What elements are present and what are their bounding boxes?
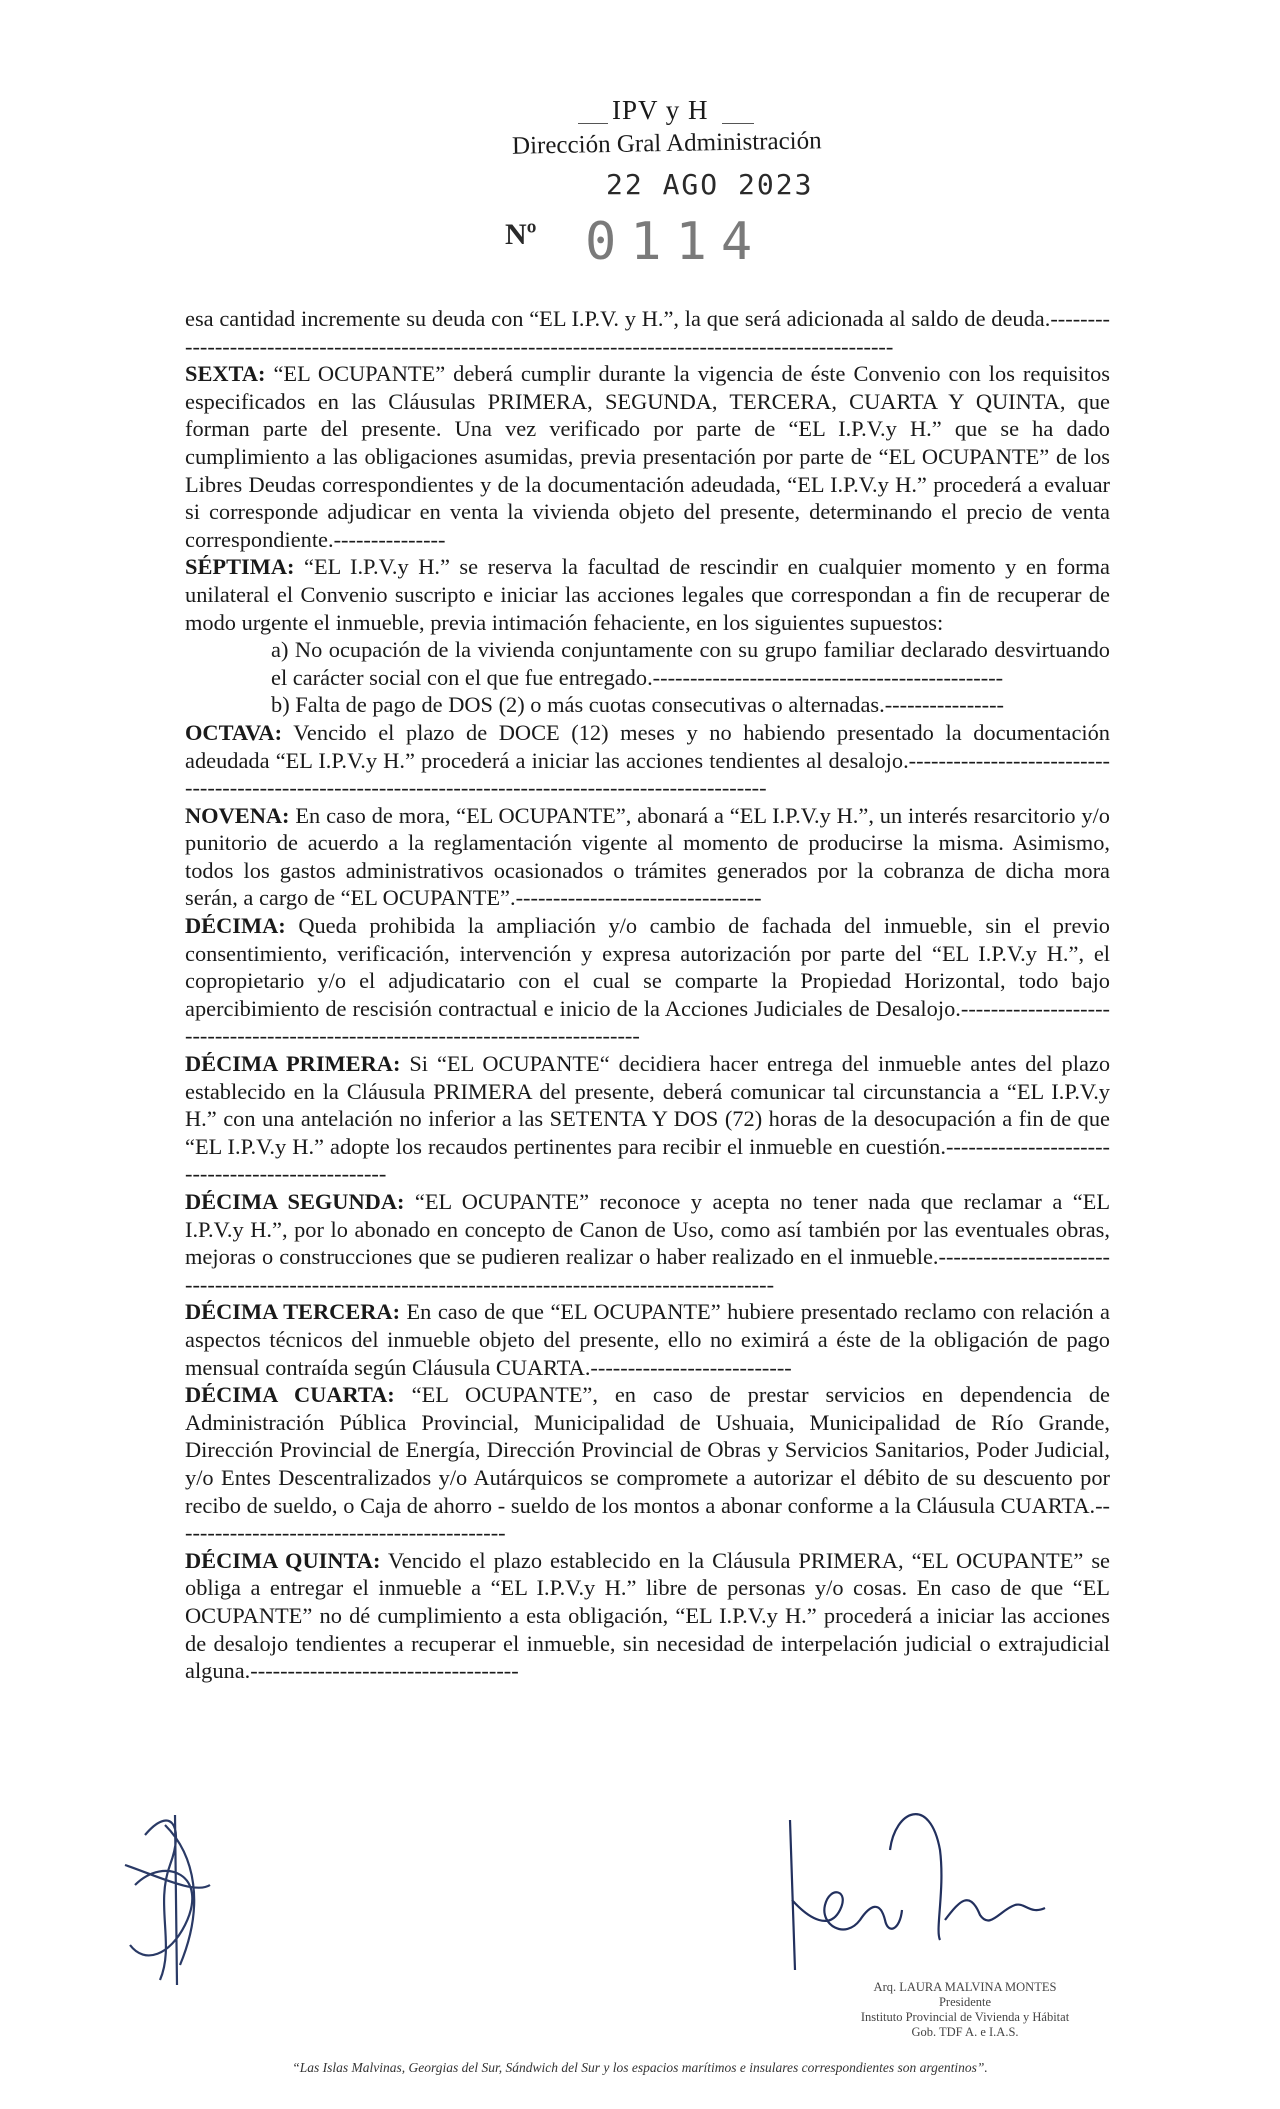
- clause-text: En caso de que “EL OCUPANTE” hubiere presentado reclamo con relación a aspectos técnicos del inmueble objeto del presente, ello no eximirá a éste de la obligación de pago mensual contraída según Cláusula CUARTA.---------------------------: [185, 1299, 1110, 1380]
- clause-paragraph: [185, 691, 1110, 719]
- clause-heading: DÉCIMA PRIMERA:: [185, 1051, 401, 1077]
- clause-heading: DÉCIMA CUARTA:: [185, 1382, 395, 1408]
- clause-heading: DÉCIMA QUINTA:: [185, 1547, 381, 1573]
- footer-legend: “Las Islas Malvinas, Georgias del Sur, Sándwich del Sur y los espacios marítimos e insulares correspondientes son argentinos”.: [292, 2060, 988, 2075]
- president-signature: [770, 1790, 1060, 1985]
- clause-text: “EL I.P.V.y H.” se reserva la facultad de rescindir en cualquier momento y en forma unilateral el Convenio suscripto e iniciar las acciones legales que correspondan a fin de recuperar de modo urgente el inmueble, previa intimación fehaciente, en los siguientes supuestos:: [185, 554, 1110, 635]
- signer-role: Presidente: [938, 1995, 992, 2009]
- clause-paragraph: [185, 1050, 1110, 1188]
- clause-paragraph: [185, 719, 1110, 802]
- stamp-institute: IPV y H: [612, 95, 709, 125]
- stamp-number: 0114: [585, 212, 767, 272]
- signer-organization: Instituto Provincial de Vivienda y Hábitat: [860, 2010, 1070, 2024]
- stamp-date: 22 AGO 2023: [606, 168, 814, 201]
- clause-heading: SEXTA:: [185, 361, 266, 387]
- clause-text: Si “EL OCUPANTE“ decidiera hacer entrega del inmueble antes del plazo establecido en la Cláusula PRIMERA del presente, deberá comunicar tal circunstancia a “EL I.P.V.y H.” con una antelación no inferior a las SETENTA Y DOS (72) horas de la desocupación a fin de que “EL I.P.V.y H.” adopte los recaudos pertinentes para recibir el inmueble en cuestión.-------------------------------------------------: [185, 1051, 1111, 1187]
- clause-paragraph: [185, 1547, 1110, 1685]
- signature-block: [820, 1980, 1110, 2040]
- clause-text: En caso de mora, “EL OCUPANTE”, abonará a “EL I.P.V.y H.”, un interés resarcitorio y/o punitorio de acuerdo a la reglamentación vigente al momento de producirse la misma. Asimismo, todos los gastos administrativos ocasionados o trámites generados por la cobranza de dicha mora serán, a cargo de “EL OCUPANTE”.---------------------------------: [185, 802, 1110, 911]
- clause-text: esa cantidad incremente su deuda con “EL I.P.V. y H.”, la que será adicionada al saldo de deuda.-------------------------------------------------------------------------------------------------------: [185, 306, 1110, 359]
- initials-signature: [115, 1795, 225, 1995]
- document-body: [185, 305, 1110, 1685]
- signer-government: Gob. TDF A. e I.A.S.: [911, 2025, 1019, 2039]
- stamp-number-label: Nº: [505, 218, 537, 251]
- clause-text: Vencido el plazo de DOCE (12) meses y no habiendo presentado la documentación adeudada “EL I.P.V.y H.” procederá a iniciar las acciones tendientes al desalojo.---------------------------------------------------------------------------------------------------------: [185, 719, 1110, 801]
- clause-heading: OCTAVA:: [185, 719, 283, 745]
- clause-paragraph: [185, 1298, 1110, 1381]
- clause-text: Vencido el plazo establecido en la Cláusula PRIMERA, “EL OCUPANTE” se obliga a entregar el inmueble a “EL I.P.V.y H.” libre de personas y/o cosas. En caso de que “EL OCUPANTE” no dé cumplimiento a esta obligación, “EL I.P.V.y H.” procederá a iniciar las acciones de desalojo tendientes a recuperar el inmueble, sin necesidad de interpelación judicial o extrajudicial alguna.------------------------------------: [185, 1547, 1110, 1684]
- stamp-rule-right: [722, 123, 754, 124]
- clause-heading: NOVENA:: [185, 802, 290, 828]
- clause-paragraph: [185, 1381, 1110, 1547]
- clause-paragraph: [185, 1188, 1110, 1298]
- clause-text: b) Falta de pago de DOS (2) o más cuotas consecutivas o alternadas.----------------: [271, 692, 1004, 718]
- clause-heading: DÉCIMA TERCERA:: [185, 1299, 401, 1325]
- clause-paragraph: [185, 912, 1110, 1050]
- clause-text: “EL OCUPANTE”, en caso de prestar servicios en dependencia de Administración Pública Provincial, Municipalidad de Ushuaia, Municipalidad de Río Grande, Dirección Provincial de Energía, Dirección Provincial de Obras y Servicios Sanitarios, Poder Judicial, y/o Entes Descentralizados y/o Autárquicos se compromete a autorizar el débito de su descuento por recibo de sueldo, o Caja de ahorro - sueldo de los montos a abonar conforme a la Cláusula CUARTA.---------------------------------------------: [185, 1382, 1110, 1546]
- clause-paragraph: [185, 636, 1110, 691]
- clause-text: Queda prohibida la ampliación y/o cambio de fachada del inmueble, sin el previo consentimiento, verificación, intervención y expresa autorización por parte del “EL I.P.V.y H.”, el copropietario y/o el adjudicatario con el cual se comparte la Propiedad Horizontal, todo bajo apercibimiento de rescisión contractual e inicio de la Acciones Judiciales de Desalojo.---------------------------------------------------------------------------------: [185, 913, 1110, 1049]
- clause-paragraph: [185, 802, 1110, 912]
- clause-text: “EL OCUPANTE” deberá cumplir durante la vigencia de éste Convenio con los requisitos especificados en las Cláusulas PRIMERA, SEGUNDA, TERCERA, CUARTA Y QUINTA, que forman parte del presente. Una vez verificado por parte de “EL I.P.V.y H.” que se ha dado cumplimiento a las obligaciones asumidas, previa presentación por parte de “EL OCUPANTE” de los Libres Deudas correspondientes y de la documentación adeudada, “EL I.P.V.y H.” procederá a evaluar si corresponde adjudicar en venta la vivienda objeto del presente, determinando el precio de venta correspondiente.---------------: [185, 361, 1110, 552]
- clause-paragraph: [185, 553, 1110, 636]
- clause-heading: SÉPTIMA:: [185, 554, 295, 580]
- clause-paragraph: [185, 305, 1110, 360]
- clause-heading: DÉCIMA:: [185, 913, 286, 939]
- stamp-rule-left: [578, 123, 608, 124]
- clause-paragraph: [185, 360, 1110, 553]
- clause-heading: DÉCIMA SEGUNDA:: [185, 1189, 405, 1214]
- signer-name: Arq. LAURA MALVINA MONTES: [873, 1980, 1057, 1994]
- clause-text: “EL OCUPANTE” reconoce y acepta no tener nada que reclamar a “EL I.P.V.y H.”, por lo abonado en concepto de Canon de Uso, como así también por las eventuales obras, mejoras o construcciones que se pudieren realizar o haber realizado en el inmueble.------------------------------------------------------------------------------------------------------: [185, 1189, 1111, 1297]
- stamp-direction: Dirección Gral Administración: [511, 127, 822, 160]
- clause-text: a) No ocupación de la vivienda conjuntamente con su grupo familiar declarado desvirtuando el carácter social con el que fue entregado.-----------------------------------------------: [271, 637, 1110, 690]
